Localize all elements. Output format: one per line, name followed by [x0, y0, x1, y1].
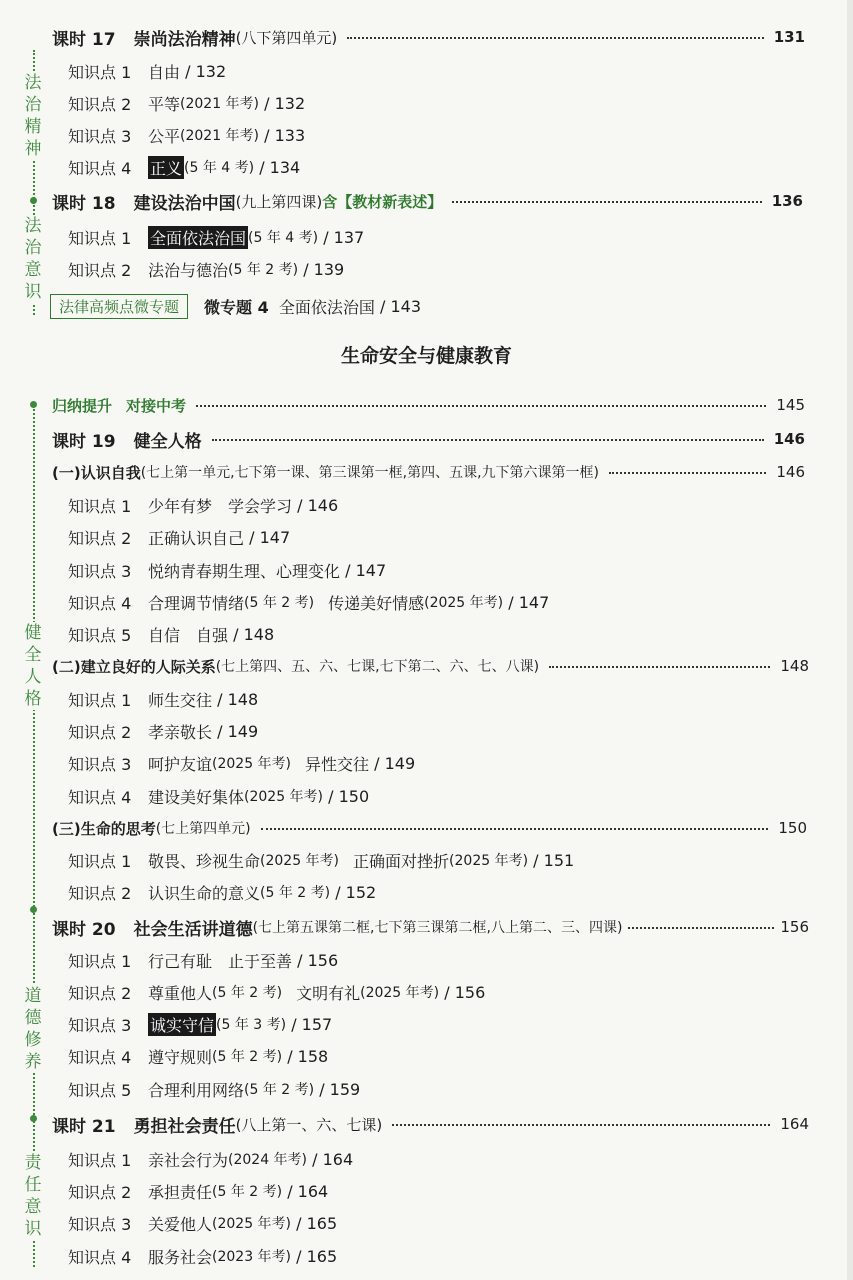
kp-page: / 164 [287, 1181, 329, 1201]
kp-text: 敬畏、珍视生命 [148, 851, 261, 871]
lesson-18-entry[interactable] [0, 186, 853, 216]
kp-text: 遵守规则 [148, 1047, 213, 1067]
kp-text: 认识生命的意义 [148, 883, 261, 903]
kp-page: / 134 [259, 157, 301, 177]
kp-text: 服务社会 [148, 1247, 213, 1267]
subsection-title: (三)生命的思考 [52, 819, 156, 838]
lesson-17-entry[interactable] [0, 22, 853, 52]
dot-leader [261, 826, 769, 830]
kp-label: 知识点 1 [68, 951, 132, 971]
kp-text: 师生交往 [148, 690, 213, 710]
kp-note: (5 年 2 考) [212, 985, 283, 1001]
kp-label: 知识点 2 [68, 883, 132, 903]
kp-text-highlighted: 全面依法治国 [148, 226, 248, 249]
knowledge-point[interactable] [0, 88, 853, 118]
subsection-source: (七上第一单元,七下第一课、第三课第一框,第四、五课,九下第六课第一框) [140, 465, 599, 481]
section-title: 生命安全与健康教育 [340, 345, 512, 367]
kp-page: / 158 [287, 1046, 329, 1066]
topic-label: 微专题 4 [204, 297, 269, 317]
kp-text: 承担责任 [148, 1182, 213, 1202]
lesson-extra: 含【教材新表述】 [322, 192, 443, 211]
kp-note: (2025 年考) [212, 756, 292, 772]
kp-note-2: (2025 年考) [424, 595, 504, 611]
kp-page: / 133 [264, 125, 306, 145]
kp-text: 呵护友谊 [148, 754, 213, 774]
kp-page: / 132 [185, 61, 227, 81]
page-number: 131 [773, 28, 805, 46]
kp-label: 知识点 2 [68, 1182, 132, 1202]
spine-label-sense-of-responsibility: 责任意识 [22, 1152, 44, 1240]
summary-text: 对接中考 [126, 396, 187, 415]
kp-label: 知识点 4 [68, 158, 132, 178]
lesson-label: 课时 21 [52, 1116, 116, 1137]
kp-page: / 165 [296, 1246, 338, 1266]
spine-label-rule-of-law-spirit: 法治精神 [22, 72, 44, 160]
kp-note-2: (2025 年考) [449, 853, 529, 869]
kp-text: 公平 [148, 126, 181, 146]
kp-note-2: (2025 年考) [360, 985, 440, 1001]
kp-note: (5 年 2 考) [244, 1082, 315, 1098]
knowledge-point[interactable] [0, 877, 853, 907]
kp-page: / 159 [319, 1079, 361, 1099]
summary-label: 归纳提升 [52, 396, 113, 415]
kp-label: 知识点 1 [68, 690, 132, 710]
spine-label-rule-of-law-awareness: 法治意识 [22, 215, 44, 303]
kp-page: / 148 [217, 689, 259, 709]
knowledge-point[interactable] [0, 120, 853, 150]
kp-label: 知识点 2 [68, 260, 132, 280]
kp-label: 知识点 2 [68, 983, 132, 1003]
kp-label: 知识点 4 [68, 1247, 132, 1267]
kp-text: 合理利用网络 [148, 1080, 245, 1100]
kp-label: 知识点 3 [68, 126, 132, 146]
topic-text: 全面依法治国 [278, 297, 375, 317]
lesson-title: 社会生活讲道德 [133, 919, 253, 940]
knowledge-point[interactable] [0, 845, 853, 875]
kp-page: / 157 [291, 1014, 333, 1034]
dot-leader [628, 925, 774, 929]
lesson-title: 建设法治中国 [133, 193, 236, 214]
dot-leader [392, 1122, 770, 1126]
lesson-label: 课时 20 [52, 919, 116, 940]
kp-note: (5 年 3 考) [216, 1017, 287, 1033]
kp-text: 自信 自强 [148, 625, 229, 645]
lesson-title: 勇担社会责任 [133, 1116, 236, 1137]
page-number: 164 [780, 1115, 809, 1133]
kp-page: / 156 [297, 950, 339, 970]
subsection-source: (七上第四单元) [155, 821, 251, 837]
kp-text: 法治与德治 [148, 260, 229, 280]
kp-label: 知识点 3 [68, 1214, 132, 1234]
kp-label: 知识点 3 [68, 754, 132, 774]
knowledge-point[interactable] [0, 716, 853, 746]
page-number: 146 [773, 430, 805, 448]
kp-text: 少年有梦 学会学习 [148, 496, 293, 516]
lesson-title: 健全人格 [133, 431, 202, 452]
dot-leader [196, 403, 766, 407]
kp-label: 知识点 2 [68, 528, 132, 548]
kp-text: 孝亲敬长 [148, 722, 213, 742]
kp-page: / 165 [296, 1213, 338, 1233]
knowledge-point[interactable] [0, 490, 853, 520]
subsection-entry[interactable] [0, 813, 853, 843]
subsection-source: (七上第四、五、六、七课,七下第二、六、七、八课) [215, 659, 540, 675]
kp-label: 知识点 3 [68, 561, 132, 581]
kp-note: (5 年 4 考) [248, 230, 319, 246]
dot-leader [452, 199, 761, 203]
knowledge-point[interactable] [0, 555, 853, 585]
knowledge-point[interactable] [0, 748, 853, 778]
dot-leader [549, 664, 770, 668]
kp-page: / 156 [444, 982, 486, 1002]
kp-label: 知识点 4 [68, 1047, 132, 1067]
knowledge-point[interactable] [0, 587, 853, 617]
kp-note: (5 年 2 考) [228, 262, 299, 278]
summary-entry[interactable] [0, 390, 853, 420]
kp-text: 行己有耻 止于至善 [148, 951, 293, 971]
lesson-source: (八下第四单元) [235, 28, 338, 47]
kp-note: (2023 年考) [212, 1249, 292, 1265]
kp-label: 知识点 5 [68, 1080, 132, 1100]
knowledge-point[interactable] [0, 1041, 853, 1071]
kp-note: (5 年 2 考) [260, 885, 331, 901]
kp-text: 正确认识自己 [148, 528, 245, 548]
lesson-source: (八上第一、六、七课) [235, 1115, 383, 1134]
kp-page: / 150 [328, 786, 370, 806]
kp-text-highlighted: 诚实守信 [148, 1013, 216, 1036]
kp-label: 知识点 5 [68, 625, 132, 645]
knowledge-point[interactable] [0, 522, 853, 552]
kp-text: 自由 [148, 62, 181, 82]
kp-text: 合理调节情绪 [148, 593, 245, 613]
page-number: 150 [778, 819, 807, 837]
lesson-label: 课时 18 [52, 193, 116, 214]
knowledge-point[interactable] [0, 684, 853, 714]
kp-text: 建设美好集体 [148, 787, 245, 807]
knowledge-point[interactable] [0, 152, 853, 182]
kp-label: 知识点 1 [68, 496, 132, 516]
kp-note: (2025 年考) [244, 789, 324, 805]
kp-note: (5 年 2 考) [212, 1049, 283, 1065]
subsection-entry[interactable] [0, 457, 853, 487]
topic-page: / 143 [380, 296, 422, 316]
knowledge-point[interactable] [0, 1208, 853, 1238]
kp-note: (2025 年考) [260, 853, 340, 869]
kp-page: / 137 [323, 227, 365, 247]
kp-text-highlighted: 正义 [148, 156, 184, 179]
dot-leader [212, 437, 764, 441]
lesson-title: 崇尚法治精神 [133, 29, 236, 50]
kp-note: (5 年 2 考) [212, 1184, 283, 1200]
kp-page: / 148 [233, 624, 275, 644]
dot-leader [347, 35, 763, 39]
page-number: 136 [771, 192, 803, 210]
kp-note: (2024 年考) [228, 1152, 308, 1168]
kp-page: / 149 [217, 721, 259, 741]
kp-label: 知识点 4 [68, 593, 132, 613]
kp-text-2: 异性交往 [305, 754, 370, 774]
special-topic-entry[interactable] [0, 291, 853, 321]
kp-text: 平等 [148, 94, 181, 114]
kp-text: 关爱他人 [148, 1214, 213, 1234]
knowledge-point[interactable] [0, 781, 853, 811]
kp-text-2: 正确面对挫折 [353, 851, 450, 871]
kp-text-2: 文明有礼 [296, 983, 361, 1003]
kp-page: / 132 [264, 93, 306, 113]
kp-note: (2021 年考) [180, 128, 260, 144]
kp-text-2: 传递美好情感 [328, 593, 425, 613]
lesson-label: 课时 19 [52, 431, 116, 452]
kp-note: (2021 年考) [180, 96, 260, 112]
dot-leader [609, 470, 766, 474]
lesson-source: (九上第四课) [235, 192, 323, 211]
kp-page: / 139 [303, 259, 345, 279]
knowledge-point[interactable] [0, 1241, 853, 1271]
page-number: 145 [776, 396, 805, 414]
lesson-source: (七上第五课第二框,七下第三课第二框,八上第二、三、四课) [252, 920, 623, 936]
kp-label: 知识点 2 [68, 722, 132, 742]
kp-page: / 164 [312, 1149, 354, 1169]
kp-page: / 147 [249, 527, 291, 547]
knowledge-point[interactable] [0, 977, 853, 1007]
kp-page: / 147 [508, 592, 550, 612]
knowledge-point[interactable] [0, 1009, 853, 1039]
kp-label: 知识点 1 [68, 1150, 132, 1170]
subsection-title: (二)建立良好的人际关系 [52, 657, 216, 676]
knowledge-point[interactable] [0, 1176, 853, 1206]
page-number: 146 [776, 463, 805, 481]
knowledge-point[interactable] [0, 254, 853, 284]
kp-note: (5 年 2 考) [244, 595, 315, 611]
kp-text: 悦纳青春期生理、心理变化 [148, 561, 341, 581]
knowledge-point[interactable] [0, 56, 853, 86]
kp-page: / 149 [374, 753, 416, 773]
knowledge-point[interactable] [0, 619, 853, 649]
kp-text: 尊重他人 [148, 983, 213, 1003]
lesson-label: 课时 17 [52, 29, 116, 50]
knowledge-point[interactable] [0, 222, 853, 252]
kp-page: / 147 [345, 560, 387, 580]
subsection-title: (一)认识自我 [52, 463, 141, 482]
kp-note: (5 年 4 考) [184, 160, 255, 176]
knowledge-point[interactable] [0, 1144, 853, 1174]
spine-label-sound-personality: 健全人格 [22, 622, 44, 710]
lesson-20-entry[interactable] [0, 912, 853, 942]
kp-label: 知识点 2 [68, 94, 132, 114]
kp-label: 知识点 1 [68, 228, 132, 248]
kp-text: 亲社会行为 [148, 1150, 229, 1170]
kp-label: 知识点 4 [68, 787, 132, 807]
page-number: 148 [780, 657, 809, 675]
kp-note: (2025 年考) [212, 1216, 292, 1232]
kp-label: 知识点 1 [68, 851, 132, 871]
subsection-entry[interactable] [0, 651, 853, 681]
kp-page: / 152 [335, 882, 377, 902]
knowledge-point[interactable] [0, 1074, 853, 1104]
kp-label: 知识点 3 [68, 1015, 132, 1035]
page-number: 156 [780, 918, 809, 936]
lesson-21-entry[interactable] [0, 1109, 853, 1139]
kp-label: 知识点 1 [68, 62, 132, 82]
knowledge-point[interactable] [0, 945, 853, 975]
lesson-19-entry[interactable] [0, 424, 853, 454]
kp-page: / 146 [297, 495, 339, 515]
spine-label-moral-cultivation: 道德修养 [22, 985, 44, 1073]
topic-box-label: 法律高频点微专题 [50, 294, 188, 319]
kp-page: / 151 [533, 850, 575, 870]
page-edge-shadow [847, 0, 853, 1280]
